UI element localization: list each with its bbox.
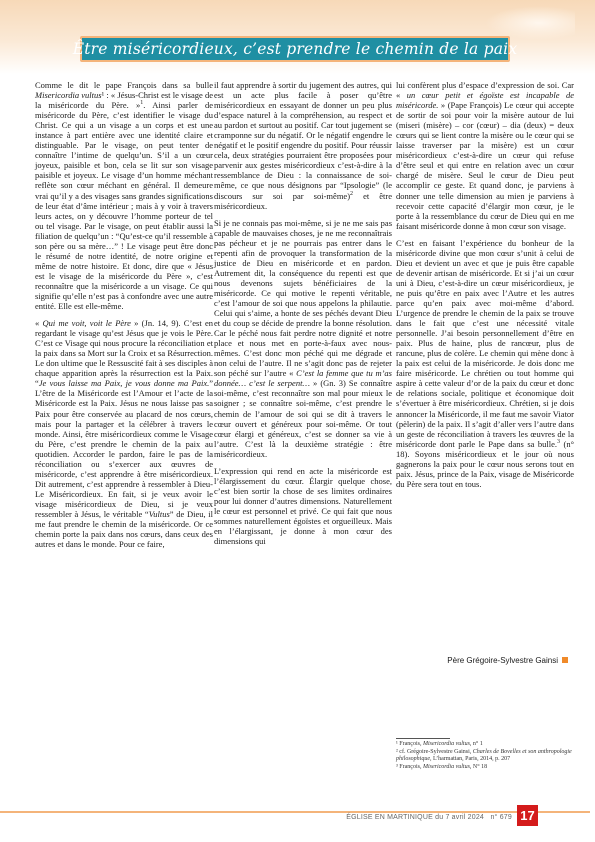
orange-square-icon (562, 657, 568, 663)
page-number: 17 (520, 808, 535, 823)
paragraph: lui confèrent plus d’espace d’expression de soi. Car « un cœur petit et égoïste est incapable de miséricorde. » (Pape François) Le cœur qui accepte de sortir de soi pour voir la misère autour de lui (miseri (misère) – cor (cœur) – dia (deux) = deux cœurs qui se lient contre la misère ou le cœur qui se laisse traverser par la misère) est un cœur miséricordieux c’est-à-dire un cœur qui refuse d’être seul et qui entre en relation avec un cœur chargé de misère. Seul le cœur de Dieu peut accomplir ce geste. Et quand donc, je parviens à donner une telle dimension au mien je parviens à recevoir cette capacité d’élargir mon cœur, je le porte à la ressemblance du cœur de Dieu qui en me faisant miséricorde donne à mon cœur son visage. (396, 80, 574, 231)
footnote-divider (396, 738, 450, 739)
paragraph: « Qui me voit, voit le Père » (Jn. 14, 9). C’est en regardant le visage qu’est Jésus que je vois le Père. C’est ce Visage qui nous procure la réconciliation et la paix dans sa Mort sur la Croix et sa Résurrection. Le don ultime que le Ressuscité fait à ses disciples à chaque apparition après la résurrection est la Paix. “Je vous laisse ma Paix, je vous donne ma Paix.” L’être de la Miséricorde est l’Amour et l’acte de la Miséricorde est la Paix. Jésus ne nous laisse pas sa Paix pour être conservée au placard de nos cœurs, mais pour la partager et la célébrer à travers le monde. Ainsi, être miséricordieux comme le Visage du Père, c’est prendre le chemin de la paix au quotidien. Accorder le pardon, faire le pas de la réconciliation ou s’exercer aux œuvres de miséricorde, c’est apprendre à être miséricordieux. Dit autrement, c’est apprendre à ressembler à Dieu-Le Miséricordieux. En fait, si je veux avoir le visage miséricordieux de Dieu, si je veux ressembler à Jésus, le véritable “Vultus” de Dieu, il me faut prendre le chemin de la miséricorde. Or ce chemin porte la paix dans nos cœurs, dans ceux des autres et dans le monde. Pour ce faire, (35, 318, 213, 550)
article-title-banner (72, 36, 518, 62)
author-signature (396, 656, 568, 665)
page-number-badge (517, 805, 538, 826)
paragraph: C’est en faisant l’expérience du bonheur de la miséricorde divine que mon cœur s’unit à celui de Dieu et devient un avec et que je puis être capable de devenir artisan de miséricorde. Et si j’ai un cœur uni à Dieu, c’est-à-dire un cœur miséricordieux, je ne puis qu’être en paix avec l’Autre et les autres parce qu’en paix avec moi-même d’abord. L’urgence de prendre le chemin de la paix se trouve dans le fait que c’est une nécessité vitale personnelle. J’ai besoin personnellement d’être en paix. Plus de haine, plus de rancœur, plus de rancune, plus de colère. Le chemin qui mène donc à la paix est celui de la miséricorde. Je dois donc me faire miséricorde. Le chrétien ou tout homme qui aspire à cette valeur d’or de la paix du cœur et donc de relations sociale, politique et économique doit s’évertuer à être miséricordieux. Chrétien, si je dois annoncer la Miséricorde, il me faut me savoir Viator (pèlerin) de la paix. Il s’agit d’aller vers l’autre dans un geste de réconciliation à travers les œuvres de la miséricorde dont parle le Pape dans sa bulle.$^3$ (n° 18). Soyons miséricordieux et le jour où nous gagnerons la paix pour le cœur nous serons tout en paix. Jésus, prince de la Paix, visage de Miséricorde du Père sera tout en tous. (396, 237, 575, 489)
footnote: ¹ François, Misericordia vultus, n° 1 (396, 741, 483, 747)
author-name: Père Grégoire-Sylvestre Gainsi (447, 656, 558, 665)
footer-publication: ÉGLISE EN MARTINIQUE (346, 814, 433, 821)
text-column-2 (214, 80, 392, 546)
footer-date: du 7 avril 2024 (435, 814, 485, 821)
footnote: ³ François, Misericordia vultus, N° 18 (396, 763, 488, 770)
article-title: Être miséricordieux, c’est prendre le chemin de la paix (72, 40, 518, 58)
paragraph: il faut apprendre à sortir du jugement des autres, qui est un acte plus facile à poser qu’être miséricordieux en essayant de donner un peu plus d’espace naturel à la compréhension, au respect et au pardon et surtout au positif. Car tout jugement se cramponne sur du négatif. Or le négatif engendre le négatif et le positif engendre du positif. Pour réussir cela, deux stratégies pourraient être proposées pour parvenir aux gestes miséricordieux c’est-à-dire à la ressemblance de Dieu : la connaissance de soi-même, ce que nous désignons par “Ipsologie” (le discours sur soi par soi-même)$^2$ et être miséricordieux. (214, 80, 392, 211)
footnote: ² cf. Grégoire-Sylvestre Gainsi, Charles de Bovelles et son anthropologie philosophique, L’harmattan, Paris, 2014, p. 207 (396, 748, 572, 762)
footer-divider (0, 811, 590, 813)
paragraph: L’expression qui rend en acte la miséricorde est l’élargissement du cœur. Élargir quelque chose, c’est bien sortir la chose de ses limites ordinaires pour lui donner d’autres dimensions. Naturellement le cœur est personnel et privé. Ce qui fait que nous sommes naturellement égoïstes et orgueilleux. Mais en l’élargissant, je donne à mon cœur des dimensions qui (214, 465, 392, 547)
paragraph: Si je ne connais pas moi-même, si je ne me sais pas capable de mauvaises choses, je ne me reconnaîtrais pas pécheur et je ne pourrais pas entrer dans le repenti afin de provoquer la transformation de la justice de Dieu en miséricorde et en pardon. Autrement dit, la conséquence du repenti est que nous devenons sujets bénéficiaires de la miséricorde. Ce qui motive le repenti véritable, c’est l’amour de soi que nous appelons la philautie. Celui qui s’aime, a honte de ses péchés devant Dieu et du coup se décide de prendre la bonne résolution. Car le péché nous fait perdre notre dignité et notre place et nous met en porte-à-faux avec nous-mêmes. C’est donc mon péché qui me dégrade et non celui de l’autre. Il ne s’agit donc pas de rejeter son péché sur l’autre « C’est la femme que tu m’as donnée… c’est le serpent… » (Gn. 3) Se connaître soi-même, c’est reconnaître son mal pour mieux le soigner ; se connaître soi-même, c’est prendre le chemin de l’amour de soi qui se dit à travers le cœur ouvert et généreux pour soi-même. Or tout cœur élargi et généreux, c’est se donner sa vie à l’autre. C’est là la deuxième stratégie : être miséricordieux. (214, 217, 393, 459)
footer-issue: n° 679 (490, 814, 512, 821)
text-column-1 (35, 80, 213, 549)
footer-publication-info (346, 814, 512, 821)
paragraph: Comme le dit le pape François dans sa bulle Misericordia vultus¹ : « Jésus-Christ est le visage de la miséricorde du Père. »$^1$. Ainsi parler de miséricorde du Père, c’est identifier le visage du Christ. Ce qui a un visage a un corps et est une instance à part entière avec une identité claire et distinguable. Par le visage, on peut tenter de connaître l’intime de quelqu’un. S’il a un cœur joyeux, paisible et bon, cela se lit sur son visage paisible et joyeux. Le visage d’un homme méchant reflète son cœur méchant en général. Il demeure vrai qu’il y a des visages sans grandes significations de leur état d’âme intérieur ; mais à y voir à travers leurs actes, on y découvre l’homme porteur de tel ou tel visage. Par le visage, on peut établir aussi la filiation de quelqu’un : “Qu’est-ce qu’il ressemble à son père ou sa mère…” ! Le visage peut être donc le résumé de notre identité, de notre origine et même de notre histoire. Et donc, dire que « Jésus est le visage de la miséricorde du Père », c’est reconnaître que la miséricorde a un visage. Ce qui signifie qu’elle n’est pas à confondre avec une autre entité. Elle est elle-même. (35, 80, 214, 312)
text-column-3 (396, 80, 574, 489)
footnotes (396, 741, 574, 771)
